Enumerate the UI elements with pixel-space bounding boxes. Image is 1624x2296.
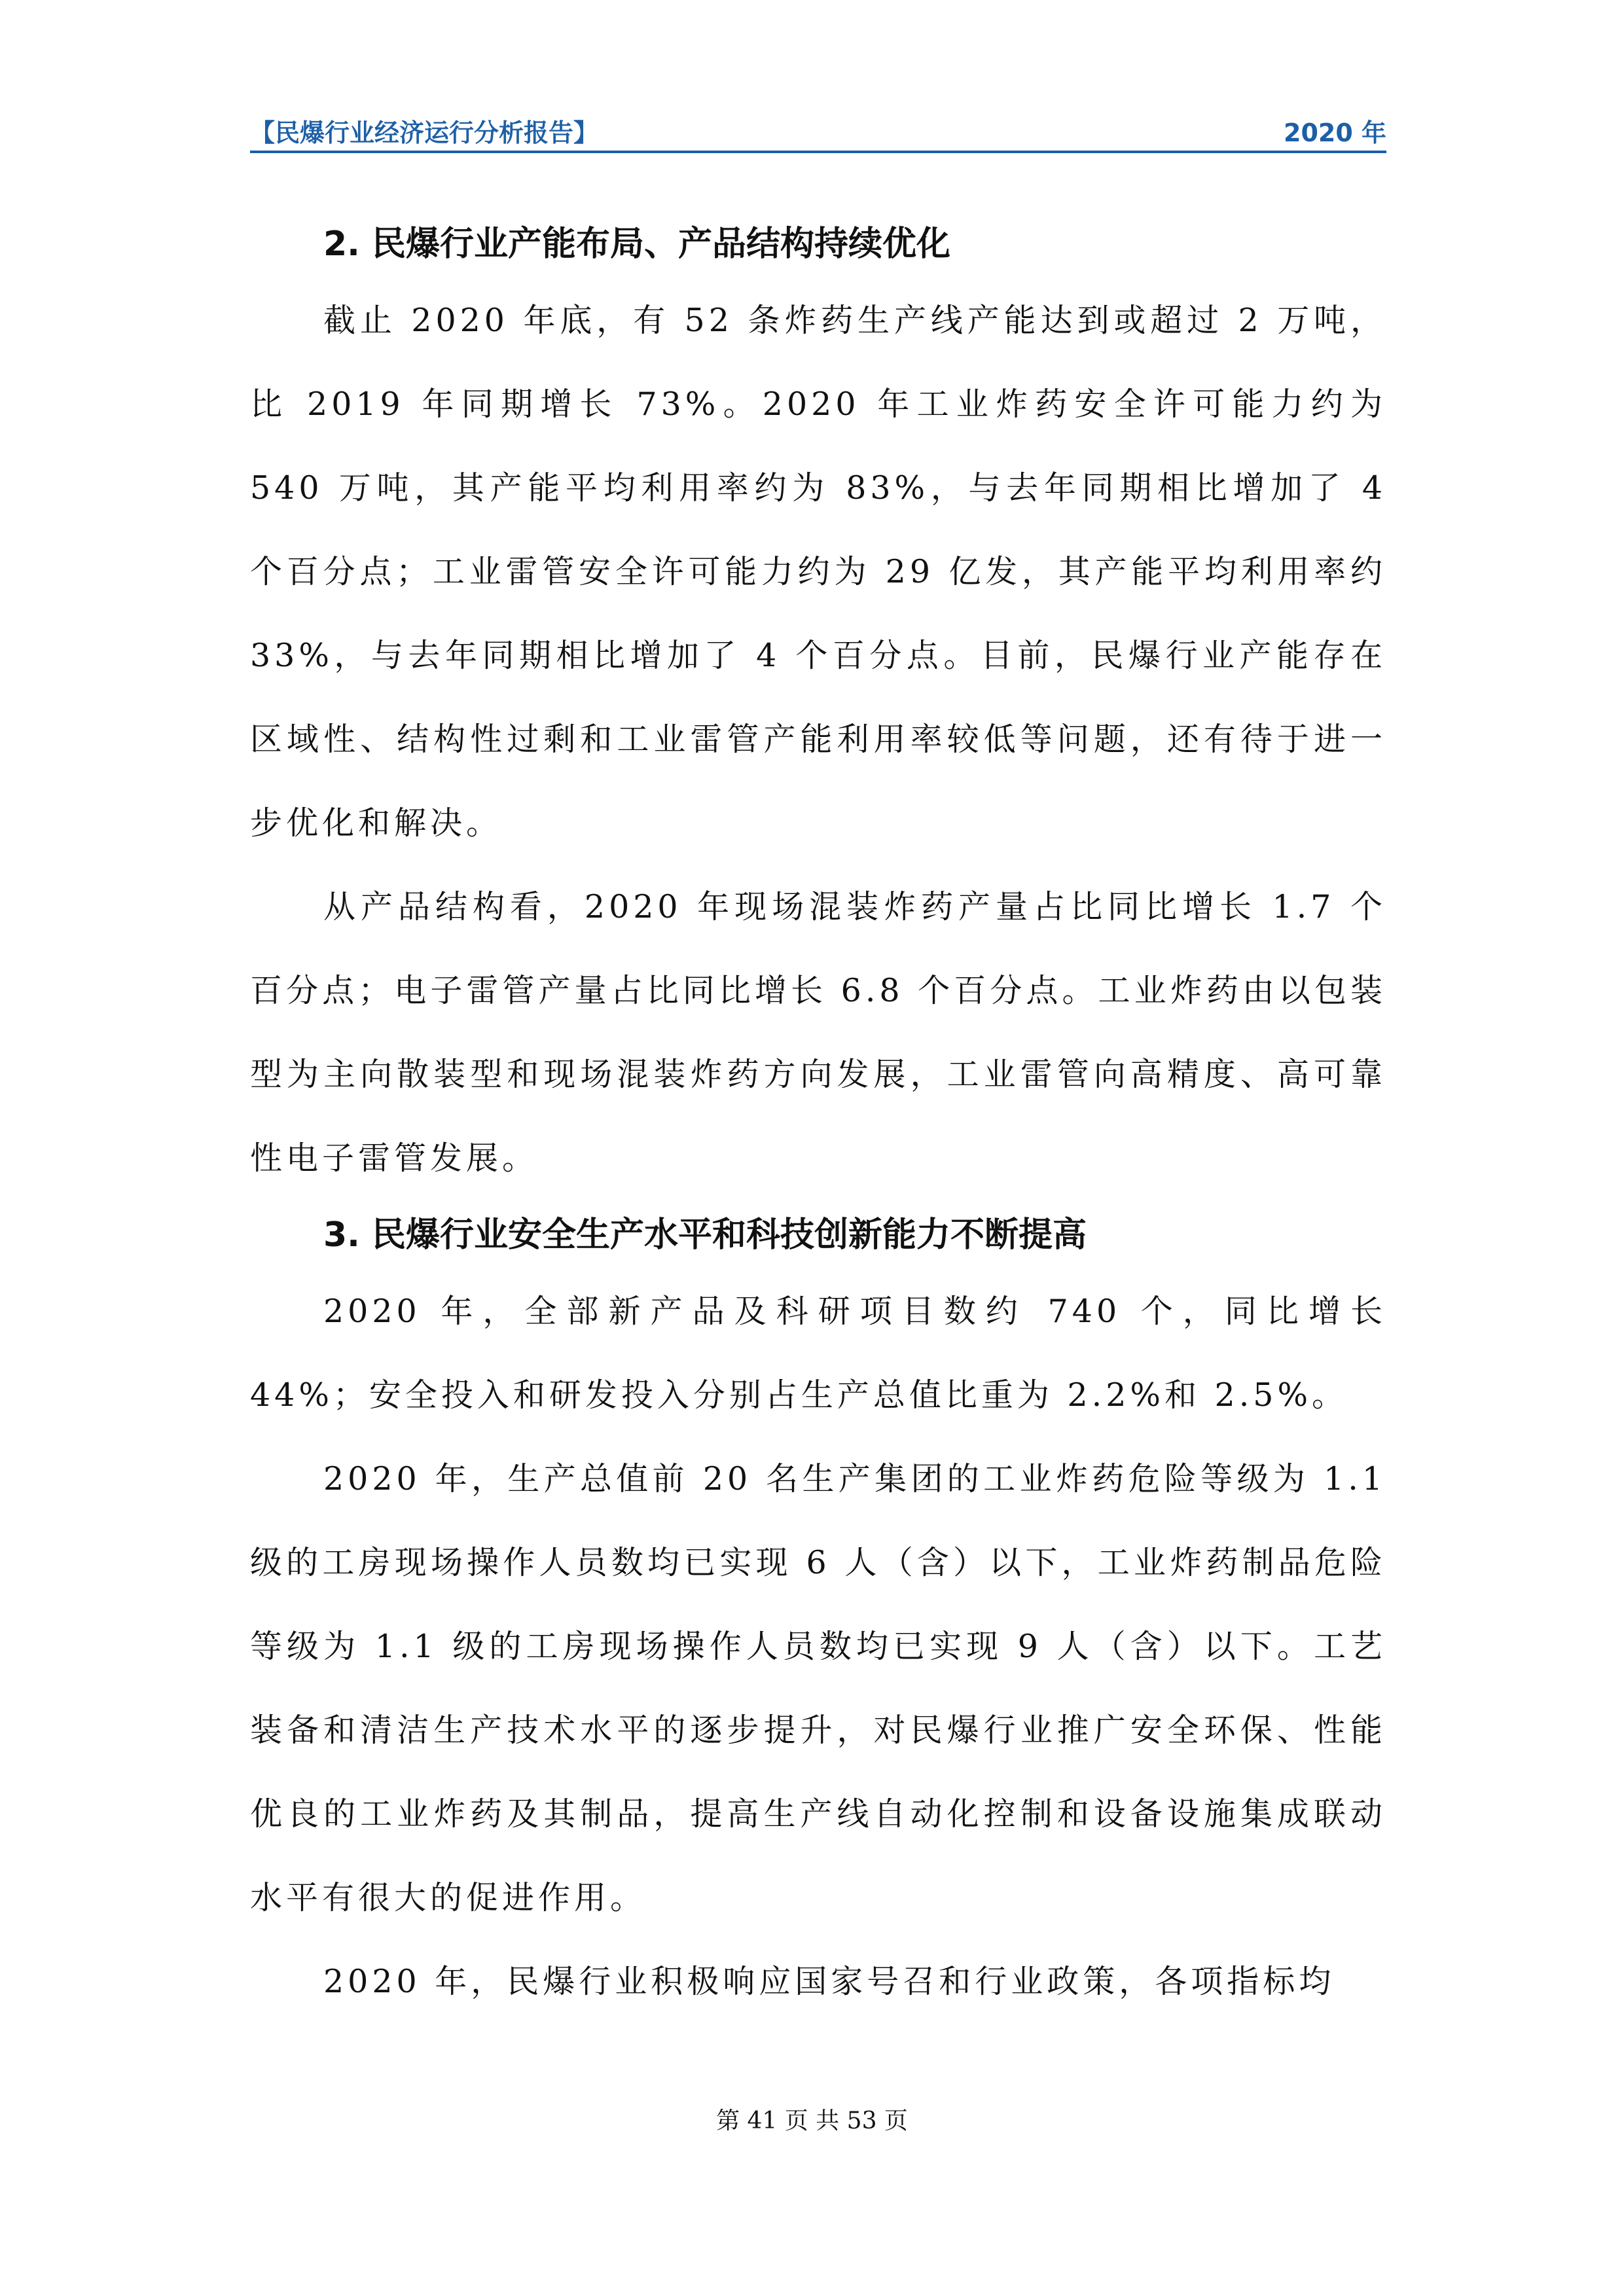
body-paragraph: 2020 年，民爆行业积极响应国家号召和行业政策，各项指标均 [323, 1963, 1335, 2000]
page-body [250, 209, 1386, 2024]
report-year: 2020 年 [1284, 118, 1386, 147]
body-paragraph: 2020 年，生产总值前 20 名生产集团的工业炸药危险等级为 1.1 级的工房现场操作人员数均已实现 6 人（含）以下，工业炸药制品危险等级为 1.1 级的工房现场操作人员数均已实现 9 人（含）以下。工艺装备和清洁生产技术水平的逐步提升，对民爆行业推广安全环保、性能优良的工业炸药及其制品，提高生产线自动化控制和设备设施集成联动水平有很大的促进作用。 [250, 1460, 1386, 1916]
page-header [250, 113, 1386, 145]
body-paragraph: 从产品结构看，2020 年现场混装炸药产量占比同比增长 1.7 个百分点；电子雷管产量占比同比增长 6.8 个百分点。工业炸药由以包装型为主向散装型和现场混装炸药方向发展，工业雷管向高精度、高可靠性电子雷管发展。 [250, 888, 1386, 1177]
section-heading: 2. 民爆行业产能布局、产品结构持续优化 [323, 224, 951, 264]
body-paragraph: 截止 2020 年底，有 52 条炸药生产线产能达到或超过 2 万吨，比 2019 年同期增长 73%。2020 年工业炸药安全许可能力约为 540 万吨，其产能平均利用率约为 83%，与去年同期相比增加了 4 个百分点；工业雷管安全许可能力约为 29 亿发，其产能平均利用率约 33%，与去年同期相比增加了 4 个百分点。目前，民爆行业产能存在区域性、结构性过剩和工业雷管产能利用率较低等问题，还有待于进一步优化和解决。 [250, 302, 1386, 842]
page-number: 第 41 页 共 53 页 [716, 2108, 908, 2134]
header-divider [250, 151, 1386, 153]
section-heading: 3. 民爆行业安全生产水平和科技创新能力不断提高 [323, 1215, 1087, 1255]
report-title: 【民爆行业经济运行分析报告】 [250, 118, 599, 147]
body-paragraph: 2020 年，全部新产品及科研项目数约 740 个，同比增长 44%；安全投入和研发投入分别占生产总值比重为 2.2%和 2.5%。 [250, 1293, 1386, 1414]
